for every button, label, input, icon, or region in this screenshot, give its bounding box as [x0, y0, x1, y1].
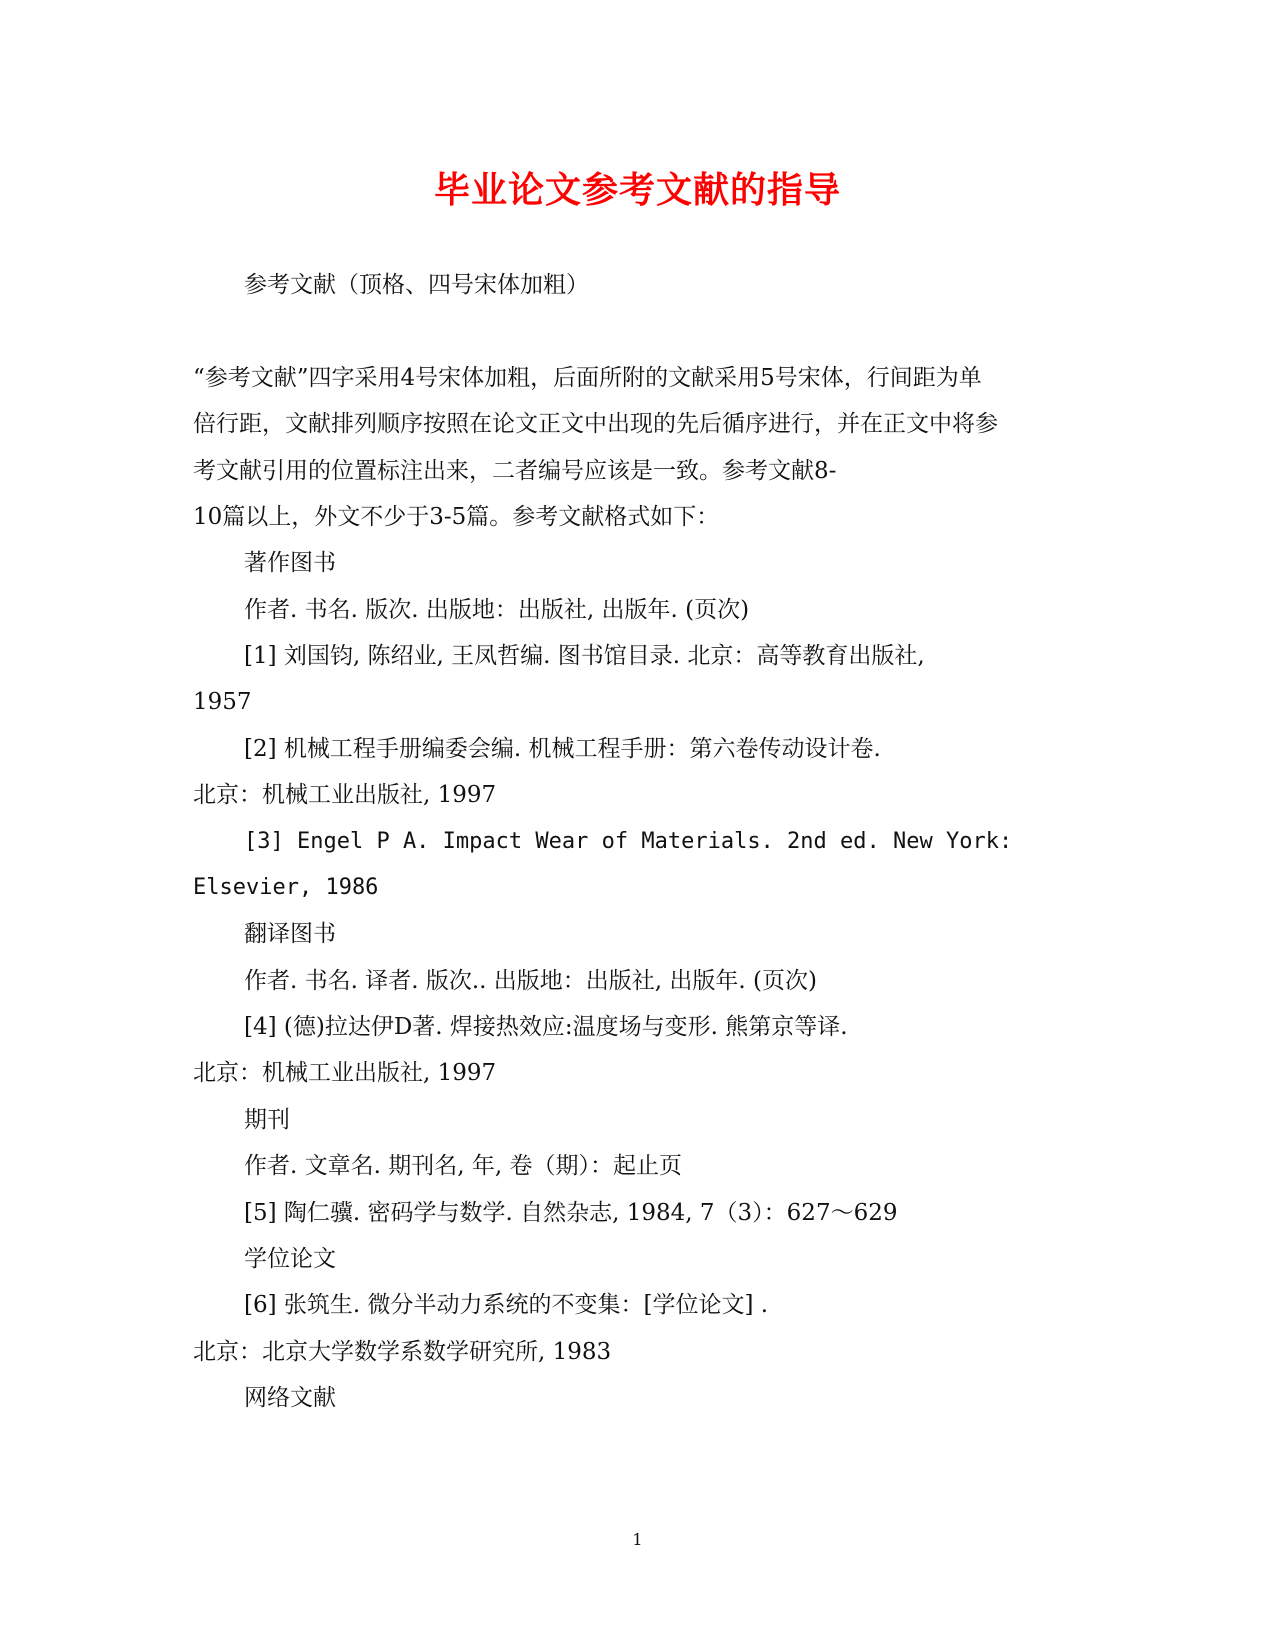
reference-4-line-1: [4] (德)拉达伊D著. 焊接热效应:温度场与变形. 熊第京等译. [244, 1014, 848, 1040]
document-title: 毕业论文参考文献的指导 [433, 169, 841, 211]
section-label-translated: 翻译图书 [244, 921, 336, 947]
format-journal: 作者. 文章名. 期刊名, 年, 卷（期）：起止页 [244, 1153, 682, 1179]
section-label-books: 著作图书 [244, 550, 336, 576]
references-heading-note: 参考文献（顶格、四号宋体加粗） [244, 272, 589, 298]
reference-3-line-2: Elsevier, 1986 [193, 875, 379, 900]
reference-6-line-2: 北京：北京大学数学系数学研究所, 1983 [193, 1339, 612, 1365]
reference-6-line-1: [6] 张筑生. 微分半动力系统的不变集：[学位论文] . [244, 1292, 769, 1318]
reference-3-line-1: [3] Engel P A. Impact Wear of Materials. 2nd ed. New York: [244, 829, 1013, 854]
intro-line-3: 考文献引用的位置标注出来，二者编号应该是一致。参考文献8- [193, 458, 837, 484]
reference-1-line-2: 1957 [193, 689, 252, 715]
reference-4-line-2: 北京：机械工业出版社, 1997 [193, 1060, 497, 1086]
intro-line-1: “参考文献”四字采用4号宋体加粗，后面所附的文献采用5号宋体，行间距为单 [193, 365, 982, 391]
reference-2-line-2: 北京：机械工业出版社, 1997 [193, 782, 497, 808]
reference-1-line-1: [1] 刘国钧, 陈绍业, 王凤哲编. 图书馆目录. 北京：高等教育出版社, [244, 643, 925, 669]
reference-5: [5] 陶仁骥. 密码学与数学. 自然杂志, 1984, 7（3）：627～629 [244, 1200, 898, 1226]
section-label-web: 网络文献 [244, 1385, 336, 1411]
section-label-thesis: 学位论文 [244, 1246, 336, 1272]
section-label-journal: 期刊 [244, 1107, 290, 1133]
intro-line-2: 倍行距，文献排列顺序按照在论文正文中出现的先后循序进行，并在正文中将参 [193, 411, 998, 437]
reference-2-line-1: [2] 机械工程手册编委会编. 机械工程手册：第六卷传动设计卷. [244, 736, 881, 762]
format-translated: 作者. 书名. 译者. 版次.. 出版地：出版社, 出版年. (页次) [244, 968, 817, 994]
format-books: 作者. 书名. 版次. 出版地：出版社, 出版年. (页次) [244, 597, 750, 623]
page-number: 1 [632, 1530, 643, 1549]
intro-line-4: 10篇以上，外文不少于3-5篇。参考文献格式如下： [193, 504, 720, 530]
